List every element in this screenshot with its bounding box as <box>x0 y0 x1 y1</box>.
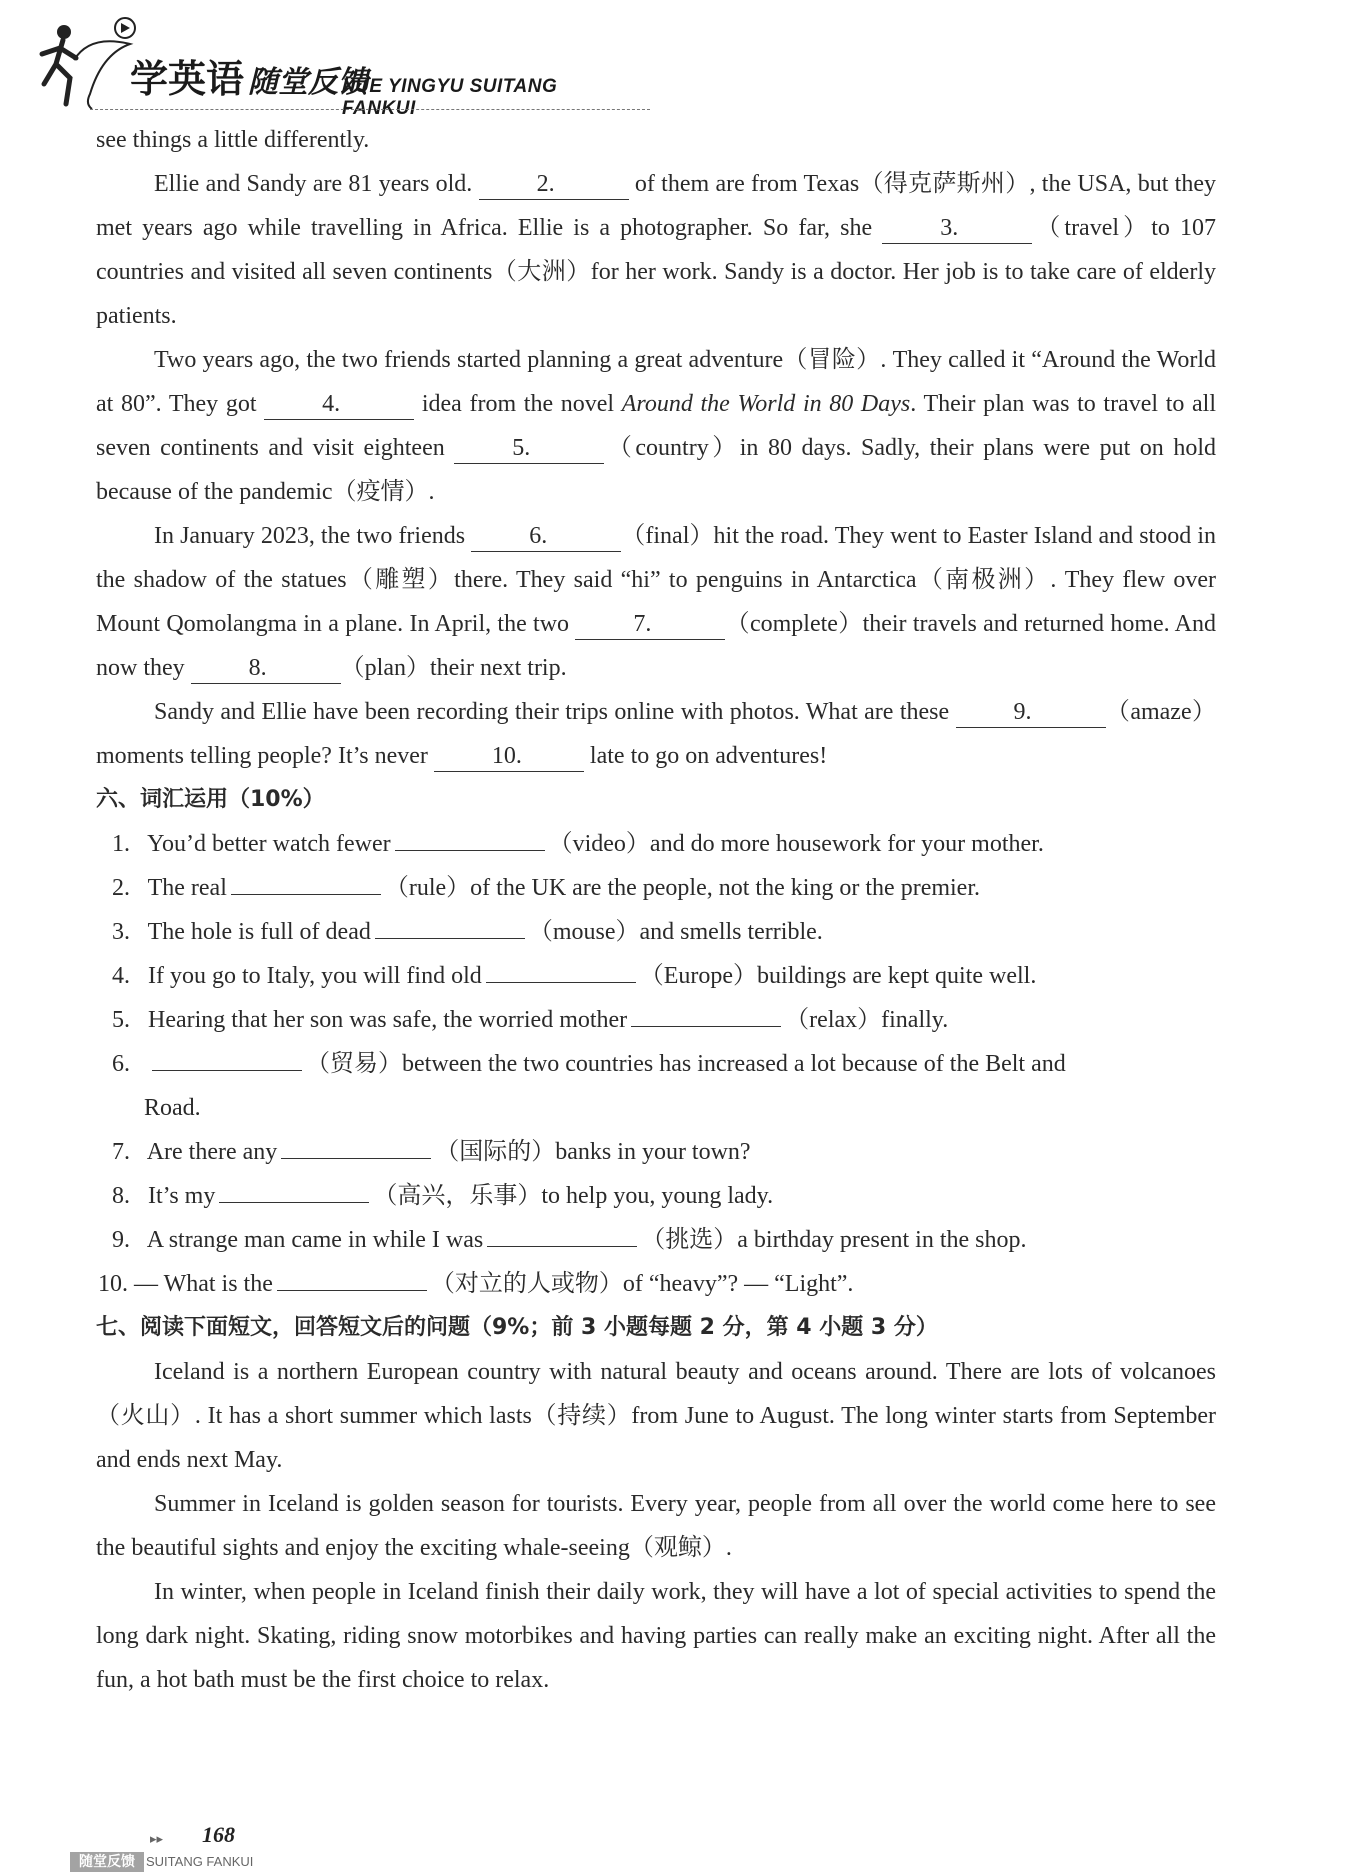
question-blank[interactable] <box>277 1290 427 1291</box>
answer-blank-10[interactable]: 10. <box>434 741 584 772</box>
answer-blank-6[interactable]: 6. <box>471 521 621 552</box>
question-item: 4. If you go to Italy, you will find old （Europe）buildings are kept quite well. <box>112 963 1037 989</box>
header-title-cn: 学英语 随堂反馈 <box>130 57 369 101</box>
answer-blank-5[interactable]: 5. <box>454 433 604 464</box>
question-item: 10. — What is the （对立的人或物）of “heavy”? — “Light”. <box>98 1271 854 1297</box>
passage-paragraph-4: Sandy and Ellie have been recording their trips online with photos. What are these 9. （amaze）moments telling people? It’s never 10. late to go on adventures! <box>96 690 1216 778</box>
question-continuation: Road. <box>144 1095 201 1121</box>
answer-blank-9[interactable]: 9. <box>956 697 1106 728</box>
passage-paragraph-3: In January 2023, the two friends 6. （final）hit the road. They went to Easter Island and stood in the shadow of the statues（雕塑）there. They said “hi” to penguins in Antarctica（南极洲）. They flew over Mount Qomolangma in a plane. In April, the two 7. （complete）their travels and returned home. And now they 8. （plan）their next trip. <box>96 514 1216 690</box>
question-blank[interactable] <box>375 938 525 939</box>
question-blank[interactable] <box>281 1158 431 1159</box>
question-item: 2. The real （rule）of the UK are the people, not the king or the premier. <box>112 875 981 901</box>
footer-tab: 随堂反馈 <box>70 1852 144 1872</box>
answer-blank-2[interactable]: 2. <box>479 169 629 200</box>
passage-paragraph-2: Two years ago, the two friends started planning a great adventure（冒险）. They called it “Around the World at 80”. They got 4. idea from the novel Around the World in 80 Days. Their plan was to travel to all seven continents and visit eighteen 5. （country）in 80 days. Sadly, their plans were put on hold because of the pandemic（疫情）. <box>96 347 1217 505</box>
question-item: 7. Are there any （国际的）banks in your town? <box>112 1139 751 1165</box>
question-item: 8. It’s my （高兴，乐事）to help you, young lady. <box>112 1183 774 1209</box>
reading-paragraph-2: Summer in Iceland is golden season for tourists. Every year, people from all over the world come here to see the beautiful sights and enjoy the exciting whale-seeing（观鲸）. <box>96 1491 1216 1561</box>
answer-blank-7[interactable]: 7. <box>575 609 725 640</box>
header-divider <box>90 109 650 110</box>
question-item: 1. You’d better watch fewer （video）and do more housework for your mother. <box>112 831 1044 857</box>
question-blank[interactable] <box>152 1070 302 1071</box>
question-item: 5. Hearing that her son was safe, the worried mother （relax）finally. <box>112 1007 949 1033</box>
reading-paragraph-3: In winter, when people in Iceland finish their daily work, they will have a lot of special activities to spend the long dark night. Skating, riding snow motorbikes and having parties can really make an exciting night. After all the fun, a hot bath must be the first choice to relax. <box>96 1579 1216 1693</box>
question-item: 3. The hole is full of dead （mouse）and smells terrible. <box>112 919 823 945</box>
question-blank[interactable] <box>487 1246 637 1247</box>
reading-paragraph-1: Iceland is a northern European country with natural beauty and oceans around. There are lots of volcanoes（火山）. It has a short summer which lasts（持续）from June to August. The long winter starts from September and ends next May. <box>96 1359 1216 1473</box>
question-blank[interactable] <box>631 1026 781 1027</box>
section-7-title: 七、阅读下面短文，回答短文后的问题（9%；前 3 小题每题 2 分，第 4 小题 3 分） <box>96 1315 938 1340</box>
header-title-pinyin: XUE YINGYU SUITANG FANKUI <box>342 76 558 119</box>
header-title-cn2: 随堂反馈 <box>248 65 369 100</box>
runner-logo-icon <box>30 14 140 114</box>
novel-title: Around the World in 80 Days <box>621 391 911 417</box>
page-footer <box>70 1822 370 1876</box>
arrow-icon: ▸▸ <box>150 1832 164 1847</box>
section-6-title: 六、词汇运用（10%） <box>96 787 325 812</box>
question-blank[interactable] <box>231 894 381 895</box>
page-number: 168 <box>202 1822 235 1847</box>
question-item: 9. A strange man came in while I was （挑选）a birthday present in the shop. <box>112 1227 1027 1253</box>
page-header <box>30 14 630 119</box>
page-content <box>96 118 1216 1702</box>
footer-pinyin: SUITANG FANKUI <box>146 1854 254 1869</box>
question-blank[interactable] <box>395 850 545 851</box>
passage-paragraph-1: Ellie and Sandy are 81 years old. 2. of them are from Texas（得克萨斯州）, the USA, but they met years ago while travelling in Africa. Ellie is a photographer. So far, she 3. （travel）to 107 countries and visited all seven continents（大洲）for her work. Sandy is a doctor. Her job is to take care of elderly patients. <box>96 171 1216 329</box>
question-blank[interactable] <box>486 982 636 983</box>
passage-paragraph-0: see things a little differently. <box>96 127 370 153</box>
question-blank[interactable] <box>219 1202 369 1203</box>
answer-blank-4[interactable]: 4. <box>264 389 414 420</box>
question-item: 6. （贸易）between the two countries has increased a lot because of the Belt and <box>112 1051 1066 1077</box>
answer-blank-8[interactable]: 8. <box>191 653 341 684</box>
answer-blank-3[interactable]: 3. <box>882 213 1032 244</box>
